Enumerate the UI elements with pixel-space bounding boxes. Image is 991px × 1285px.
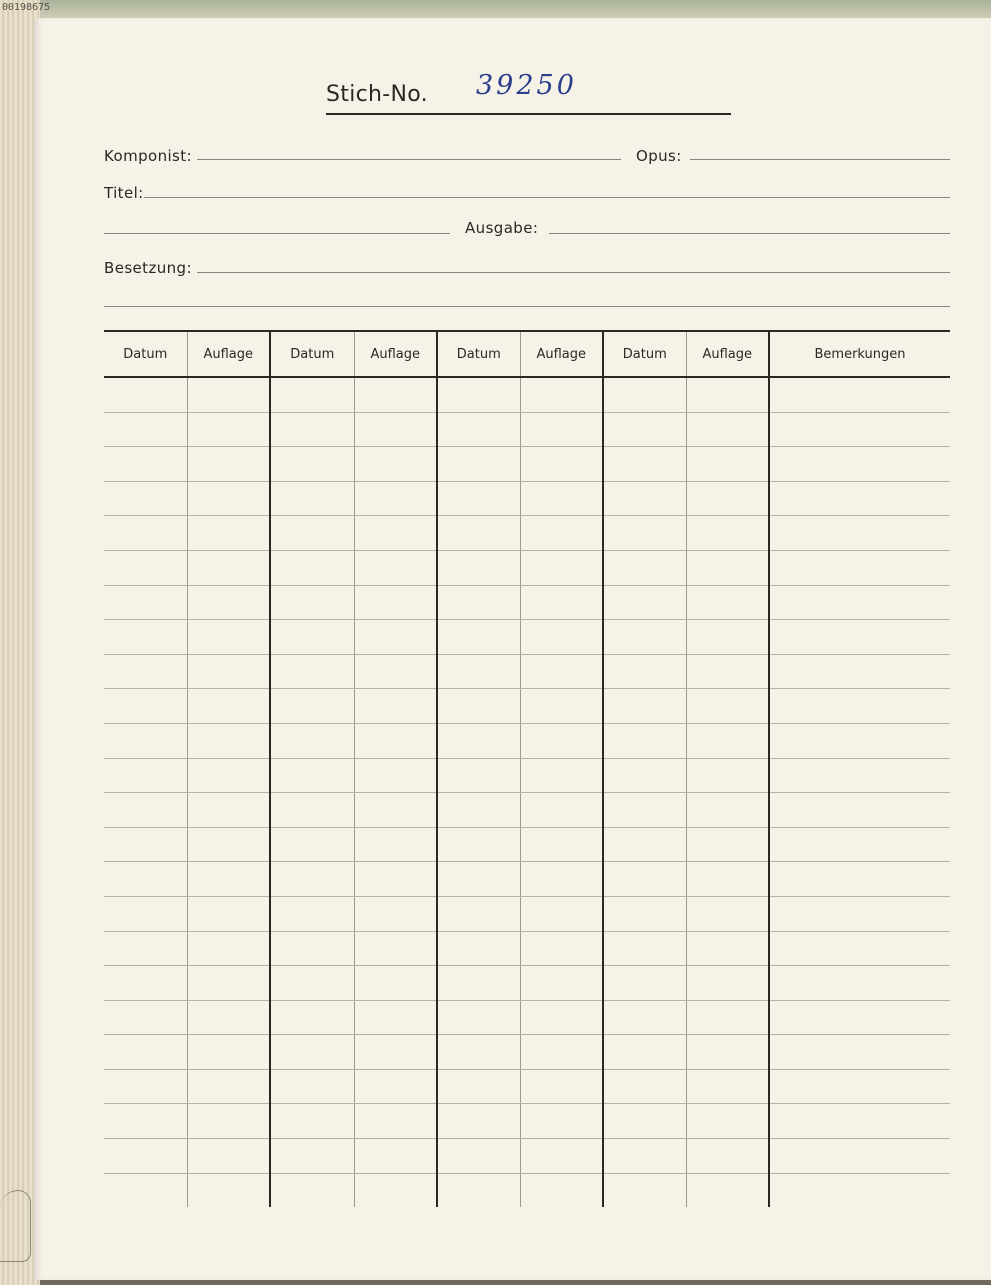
table-cell[interactable] xyxy=(686,931,769,966)
table-cell[interactable] xyxy=(686,377,769,412)
table-cell[interactable] xyxy=(104,654,187,689)
table-cell[interactable] xyxy=(686,1035,769,1070)
table-cell[interactable] xyxy=(354,1000,437,1035)
komponist-label: Komponist: xyxy=(104,147,193,165)
table-cell[interactable] xyxy=(520,1069,603,1104)
table-cell[interactable] xyxy=(104,896,187,931)
titel-line xyxy=(144,197,950,198)
table-cell[interactable] xyxy=(187,966,270,1001)
table-cell[interactable] xyxy=(437,896,520,931)
table-cell[interactable] xyxy=(603,1173,686,1207)
table-cell[interactable] xyxy=(769,1000,950,1035)
table-cell[interactable] xyxy=(270,1069,354,1104)
stich-no-label: Stich-No. xyxy=(326,82,428,107)
table-cell[interactable] xyxy=(187,481,270,516)
table-cell[interactable] xyxy=(769,758,950,793)
table-cell[interactable] xyxy=(603,1139,686,1174)
table-cell[interactable] xyxy=(354,447,437,482)
table-cell[interactable] xyxy=(104,1173,187,1207)
table-cell[interactable] xyxy=(437,723,520,758)
table-cell[interactable] xyxy=(686,723,769,758)
table-cell[interactable] xyxy=(187,758,270,793)
table-cell[interactable] xyxy=(270,1104,354,1139)
table-cell[interactable] xyxy=(270,862,354,897)
opus-line xyxy=(690,159,950,160)
table-cell[interactable] xyxy=(769,1139,950,1174)
table-cell[interactable] xyxy=(769,620,950,655)
table-row xyxy=(104,1069,950,1104)
table-cell[interactable] xyxy=(520,758,603,793)
table-cell[interactable] xyxy=(354,862,437,897)
table-cell[interactable] xyxy=(437,862,520,897)
column-header-datum: Datum xyxy=(270,331,354,377)
table-cell[interactable] xyxy=(270,723,354,758)
table-cell[interactable] xyxy=(354,758,437,793)
table-cell[interactable] xyxy=(187,931,270,966)
table-cell[interactable] xyxy=(437,1139,520,1174)
table-cell[interactable] xyxy=(354,793,437,828)
table-cell[interactable] xyxy=(769,931,950,966)
table-row xyxy=(104,896,950,931)
table-cell[interactable] xyxy=(104,447,187,482)
ausgabe-label: Ausgabe: xyxy=(465,219,539,237)
table-cell[interactable] xyxy=(769,896,950,931)
table-cell[interactable] xyxy=(520,1173,603,1207)
table-cell[interactable] xyxy=(603,447,686,482)
table-cell[interactable] xyxy=(354,377,437,412)
opus-label: Opus: xyxy=(636,147,682,165)
table-cell[interactable] xyxy=(437,377,520,412)
table-cell[interactable] xyxy=(603,758,686,793)
table-cell[interactable] xyxy=(686,447,769,482)
table-cell[interactable] xyxy=(270,931,354,966)
table-cell[interactable] xyxy=(686,1104,769,1139)
table-cell[interactable] xyxy=(270,481,354,516)
table-cell[interactable] xyxy=(104,585,187,620)
table-cell[interactable] xyxy=(520,931,603,966)
table-cell[interactable] xyxy=(686,1139,769,1174)
table-cell[interactable] xyxy=(354,550,437,585)
ledger-page xyxy=(34,18,991,1280)
table-cell[interactable] xyxy=(270,1000,354,1035)
table-cell[interactable] xyxy=(769,689,950,724)
table-cell[interactable] xyxy=(270,827,354,862)
table-cell[interactable] xyxy=(270,412,354,447)
table-cell[interactable] xyxy=(437,827,520,862)
table-cell[interactable] xyxy=(520,1139,603,1174)
table-cell[interactable] xyxy=(187,862,270,897)
table-cell[interactable] xyxy=(520,1104,603,1139)
table-cell[interactable] xyxy=(437,966,520,1001)
table-cell[interactable] xyxy=(769,654,950,689)
table-cell[interactable] xyxy=(354,1069,437,1104)
table-cell[interactable] xyxy=(686,689,769,724)
column-header-auflage: Auflage xyxy=(520,331,603,377)
table-cell[interactable] xyxy=(354,1139,437,1174)
table-cell[interactable] xyxy=(769,1104,950,1139)
table-row xyxy=(104,758,950,793)
stich-number-handwritten: 39250 xyxy=(476,70,577,101)
table-cell[interactable] xyxy=(187,550,270,585)
table-cell[interactable] xyxy=(270,1173,354,1207)
table-cell[interactable] xyxy=(104,793,187,828)
table-cell[interactable] xyxy=(603,862,686,897)
table-cell[interactable] xyxy=(769,827,950,862)
table-cell[interactable] xyxy=(520,585,603,620)
table-cell[interactable] xyxy=(437,1104,520,1139)
table-cell[interactable] xyxy=(686,896,769,931)
table-cell[interactable] xyxy=(270,654,354,689)
table-cell[interactable] xyxy=(686,516,769,551)
table-cell[interactable] xyxy=(603,1000,686,1035)
table-row xyxy=(104,1139,950,1174)
table-cell[interactable] xyxy=(354,1173,437,1207)
column-header-datum: Datum xyxy=(603,331,686,377)
table-row xyxy=(104,1104,950,1139)
table-cell[interactable] xyxy=(769,447,950,482)
table-cell[interactable] xyxy=(104,966,187,1001)
column-header-auflage: Auflage xyxy=(354,331,437,377)
ledger-body xyxy=(104,377,950,1207)
table-cell[interactable] xyxy=(769,793,950,828)
table-cell[interactable] xyxy=(603,793,686,828)
table-row xyxy=(104,516,950,551)
table-cell[interactable] xyxy=(603,412,686,447)
table-cell[interactable] xyxy=(104,1000,187,1035)
table-cell[interactable] xyxy=(354,966,437,1001)
table-cell[interactable] xyxy=(603,654,686,689)
table-cell[interactable] xyxy=(769,862,950,897)
table-cell[interactable] xyxy=(104,723,187,758)
table-cell[interactable] xyxy=(769,1069,950,1104)
table-cell[interactable] xyxy=(437,689,520,724)
table-cell[interactable] xyxy=(104,377,187,412)
table-cell[interactable] xyxy=(603,585,686,620)
table-cell[interactable] xyxy=(520,654,603,689)
table-cell[interactable] xyxy=(270,758,354,793)
accession-number: 00198675 xyxy=(2,2,51,13)
table-cell[interactable] xyxy=(686,966,769,1001)
table-cell[interactable] xyxy=(686,1000,769,1035)
table-cell[interactable] xyxy=(104,1139,187,1174)
table-cell[interactable] xyxy=(769,412,950,447)
table-cell[interactable] xyxy=(686,481,769,516)
table-cell[interactable] xyxy=(686,758,769,793)
table-cell[interactable] xyxy=(437,550,520,585)
table-cell[interactable] xyxy=(270,516,354,551)
besetzung-label: Besetzung: xyxy=(104,259,192,277)
table-cell[interactable] xyxy=(104,1035,187,1070)
table-cell[interactable] xyxy=(270,447,354,482)
table-cell[interactable] xyxy=(187,654,270,689)
table-cell[interactable] xyxy=(769,585,950,620)
komponist-line xyxy=(197,159,621,160)
table-cell[interactable] xyxy=(686,827,769,862)
column-header-datum: Datum xyxy=(104,331,187,377)
table-cell[interactable] xyxy=(187,447,270,482)
table-cell[interactable] xyxy=(769,966,950,1001)
table-cell[interactable] xyxy=(603,689,686,724)
table-row xyxy=(104,793,950,828)
table-cell[interactable] xyxy=(187,723,270,758)
table-cell[interactable] xyxy=(437,654,520,689)
table-cell[interactable] xyxy=(104,758,187,793)
table-cell[interactable] xyxy=(354,827,437,862)
table-cell[interactable] xyxy=(520,1035,603,1070)
table-cell[interactable] xyxy=(104,827,187,862)
table-cell[interactable] xyxy=(104,620,187,655)
table-cell[interactable] xyxy=(187,585,270,620)
table-cell[interactable] xyxy=(104,862,187,897)
table-row xyxy=(104,481,950,516)
table-cell[interactable] xyxy=(187,896,270,931)
table-cell[interactable] xyxy=(769,1035,950,1070)
table-cell[interactable] xyxy=(520,447,603,482)
table-cell[interactable] xyxy=(104,931,187,966)
table-cell[interactable] xyxy=(686,620,769,655)
table-row xyxy=(104,1035,950,1070)
table-cell[interactable] xyxy=(769,1173,950,1207)
table-cell[interactable] xyxy=(187,1035,270,1070)
table-cell[interactable] xyxy=(187,1069,270,1104)
column-header-datum: Datum xyxy=(437,331,520,377)
table-cell[interactable] xyxy=(437,620,520,655)
table-cell[interactable] xyxy=(603,377,686,412)
table-cell[interactable] xyxy=(354,723,437,758)
table-row xyxy=(104,931,950,966)
page-corner-crease xyxy=(0,1190,31,1262)
table-cell[interactable] xyxy=(686,654,769,689)
table-cell[interactable] xyxy=(520,620,603,655)
table-row xyxy=(104,1000,950,1035)
table-cell[interactable] xyxy=(270,585,354,620)
table-cell[interactable] xyxy=(686,1173,769,1207)
ledger-header-row xyxy=(104,331,950,377)
table-cell[interactable] xyxy=(354,896,437,931)
table-cell[interactable] xyxy=(354,1104,437,1139)
table-row xyxy=(104,447,950,482)
table-cell[interactable] xyxy=(187,1104,270,1139)
table-cell[interactable] xyxy=(187,827,270,862)
table-cell[interactable] xyxy=(603,966,686,1001)
column-header-auflage: Auflage xyxy=(686,331,769,377)
table-cell[interactable] xyxy=(686,550,769,585)
table-cell[interactable] xyxy=(270,896,354,931)
table-cell[interactable] xyxy=(437,758,520,793)
table-cell[interactable] xyxy=(187,412,270,447)
column-header-auflage: Auflage xyxy=(187,331,270,377)
table-cell[interactable] xyxy=(520,689,603,724)
table-cell[interactable] xyxy=(354,516,437,551)
table-cell[interactable] xyxy=(520,481,603,516)
table-cell[interactable] xyxy=(603,1035,686,1070)
table-row xyxy=(104,654,950,689)
table-cell[interactable] xyxy=(603,827,686,862)
besetzung-line xyxy=(197,272,950,273)
table-cell[interactable] xyxy=(520,862,603,897)
table-cell[interactable] xyxy=(354,931,437,966)
table-cell[interactable] xyxy=(520,377,603,412)
table-cell[interactable] xyxy=(354,1035,437,1070)
titel-label: Titel: xyxy=(104,184,144,202)
table-cell[interactable] xyxy=(769,481,950,516)
table-row xyxy=(104,1173,950,1207)
table-row xyxy=(104,827,950,862)
table-cell[interactable] xyxy=(270,550,354,585)
table-cell[interactable] xyxy=(769,516,950,551)
table-cell[interactable] xyxy=(520,412,603,447)
table-cell[interactable] xyxy=(354,585,437,620)
table-cell[interactable] xyxy=(520,793,603,828)
table-cell[interactable] xyxy=(437,1069,520,1104)
table-cell[interactable] xyxy=(769,723,950,758)
table-cell[interactable] xyxy=(104,481,187,516)
table-cell[interactable] xyxy=(520,827,603,862)
table-cell[interactable] xyxy=(104,412,187,447)
table-row xyxy=(104,377,950,412)
table-row xyxy=(104,585,950,620)
table-cell[interactable] xyxy=(354,689,437,724)
table-cell[interactable] xyxy=(270,620,354,655)
table-cell[interactable] xyxy=(104,1104,187,1139)
table-cell[interactable] xyxy=(603,481,686,516)
table-cell[interactable] xyxy=(769,377,950,412)
table-cell[interactable] xyxy=(437,1173,520,1207)
table-cell[interactable] xyxy=(187,793,270,828)
table-cell[interactable] xyxy=(686,412,769,447)
table-cell[interactable] xyxy=(187,1173,270,1207)
table-cell[interactable] xyxy=(187,1000,270,1035)
table-cell[interactable] xyxy=(437,1035,520,1070)
table-cell[interactable] xyxy=(686,862,769,897)
table-cell[interactable] xyxy=(104,516,187,551)
table-cell[interactable] xyxy=(437,585,520,620)
table-cell[interactable] xyxy=(437,931,520,966)
table-row xyxy=(104,862,950,897)
ledger-table xyxy=(104,330,950,1207)
table-cell[interactable] xyxy=(437,447,520,482)
table-row xyxy=(104,412,950,447)
table-cell[interactable] xyxy=(270,1035,354,1070)
table-cell[interactable] xyxy=(520,723,603,758)
table-cell[interactable] xyxy=(354,412,437,447)
table-cell[interactable] xyxy=(437,481,520,516)
table-cell[interactable] xyxy=(187,516,270,551)
table-cell[interactable] xyxy=(354,654,437,689)
table-cell[interactable] xyxy=(520,966,603,1001)
table-cell[interactable] xyxy=(270,793,354,828)
table-cell[interactable] xyxy=(270,377,354,412)
table-cell[interactable] xyxy=(270,1139,354,1174)
column-header-bemerkungen: Bemerkungen xyxy=(769,331,950,377)
table-cell[interactable] xyxy=(187,377,270,412)
table-cell[interactable] xyxy=(686,1069,769,1104)
table-cell[interactable] xyxy=(520,896,603,931)
table-cell[interactable] xyxy=(603,723,686,758)
table-cell[interactable] xyxy=(104,550,187,585)
table-cell[interactable] xyxy=(603,516,686,551)
table-cell[interactable] xyxy=(187,689,270,724)
table-cell[interactable] xyxy=(686,793,769,828)
table-cell[interactable] xyxy=(187,1139,270,1174)
table-cell[interactable] xyxy=(437,793,520,828)
title-underline xyxy=(326,113,731,115)
table-cell[interactable] xyxy=(603,931,686,966)
table-cell[interactable] xyxy=(354,620,437,655)
table-row xyxy=(104,620,950,655)
ausgabe-line xyxy=(549,233,950,234)
table-row xyxy=(104,689,950,724)
table-cell[interactable] xyxy=(769,550,950,585)
table-cell[interactable] xyxy=(437,1000,520,1035)
table-cell[interactable] xyxy=(603,620,686,655)
table-row xyxy=(104,723,950,758)
table-cell[interactable] xyxy=(603,550,686,585)
table-cell[interactable] xyxy=(437,412,520,447)
table-cell[interactable] xyxy=(354,481,437,516)
besetzung-line-2 xyxy=(104,306,950,307)
table-cell[interactable] xyxy=(104,689,187,724)
table-cell[interactable] xyxy=(686,585,769,620)
table-row xyxy=(104,550,950,585)
table-row xyxy=(104,966,950,1001)
table-cell[interactable] xyxy=(520,1000,603,1035)
table-cell[interactable] xyxy=(270,966,354,1001)
table-cell[interactable] xyxy=(603,1104,686,1139)
table-cell[interactable] xyxy=(270,689,354,724)
titel-line-2 xyxy=(104,233,450,234)
table-cell[interactable] xyxy=(187,620,270,655)
table-cell[interactable] xyxy=(603,1069,686,1104)
table-cell[interactable] xyxy=(520,550,603,585)
table-cell[interactable] xyxy=(603,896,686,931)
table-cell[interactable] xyxy=(520,516,603,551)
table-cell[interactable] xyxy=(437,516,520,551)
table-cell[interactable] xyxy=(104,1069,187,1104)
